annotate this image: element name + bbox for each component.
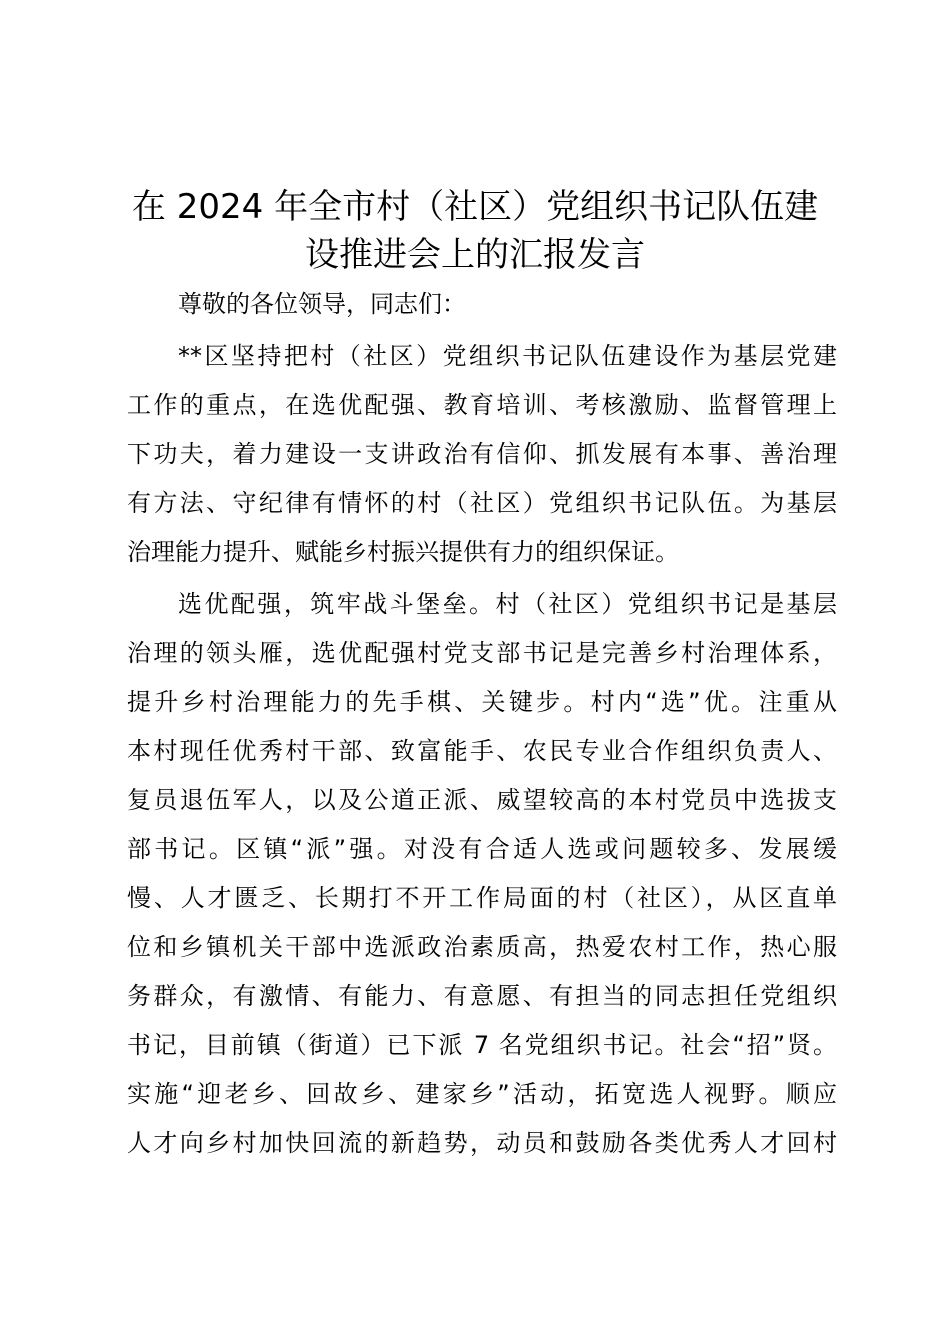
paragraph-line: 本村现任优秀村干部、致富能手、农民专业合作组织负责人、 bbox=[127, 737, 837, 765]
paragraph-line: 工作的重点，在选优配强、教育培训、考核激励、监督管理上 bbox=[127, 391, 837, 419]
paragraph-line: 提升乡村治理能力的先手棋、关键步。村内“选”优。注重从 bbox=[127, 688, 837, 716]
paragraph-line: **区坚持把村（社区）党组织书记队伍建设作为基层党建 bbox=[178, 342, 837, 370]
paragraph-line: 位和乡镇机关干部中选派政治素质高，热爱农村工作，热心服 bbox=[127, 933, 837, 961]
paragraph-2 bbox=[127, 580, 837, 1168]
salutation: 尊敬的各位领导，同志们： bbox=[178, 290, 466, 318]
paragraph-line: 选优配强，筑牢战斗堡垒。村（社区）党组织书记是基层 bbox=[178, 590, 837, 618]
paragraph-line: 人才向乡村加快回流的新趋势，动员和鼓励各类优秀人才回村 bbox=[127, 1129, 837, 1157]
paragraph-line: 有方法、守纪律有情怀的村（社区）党组织书记队伍。为基层 bbox=[127, 489, 837, 517]
paragraph-line: 复员退伍军人，以及公道正派、威望较高的本村党员中选拔支 bbox=[127, 786, 837, 814]
paragraph-line: 实施“迎老乡、回故乡、建家乡”活动，拓宽选人视野。顺应 bbox=[127, 1080, 837, 1108]
document-body bbox=[127, 280, 837, 1168]
paragraph-line: 慢、人才匮乏、长期打不开工作局面的村（社区），从区直单 bbox=[127, 884, 837, 912]
paragraph-line: 书记，目前镇（街道）已下派 7 名党组织书记。社会“招”贤。 bbox=[127, 1031, 837, 1059]
paragraph-line: 下功夫，着力建设一支讲政治有信仰、抓发展有本事、善治理 bbox=[127, 440, 837, 468]
paragraph-line: 治理能力提升、赋能乡村振兴提供有力的组织保证。 bbox=[127, 538, 679, 566]
paragraph-1 bbox=[127, 332, 837, 577]
paragraph-line: 务群众，有激情、有能力、有意愿、有担当的同志担任党组织 bbox=[127, 982, 837, 1010]
document-title-line-2: 设推进会上的汇报发言 bbox=[305, 235, 645, 275]
paragraph-line: 部书记。区镇“派”强。对没有合适人选或问题较多、发展缓 bbox=[127, 835, 837, 863]
paragraph-line: 治理的领头雁，选优配强村党支部书记是完善乡村治理体系， bbox=[127, 639, 837, 667]
document-title-line-1: 在 2024 年全市村（社区）党组织书记队伍建 bbox=[131, 187, 819, 227]
